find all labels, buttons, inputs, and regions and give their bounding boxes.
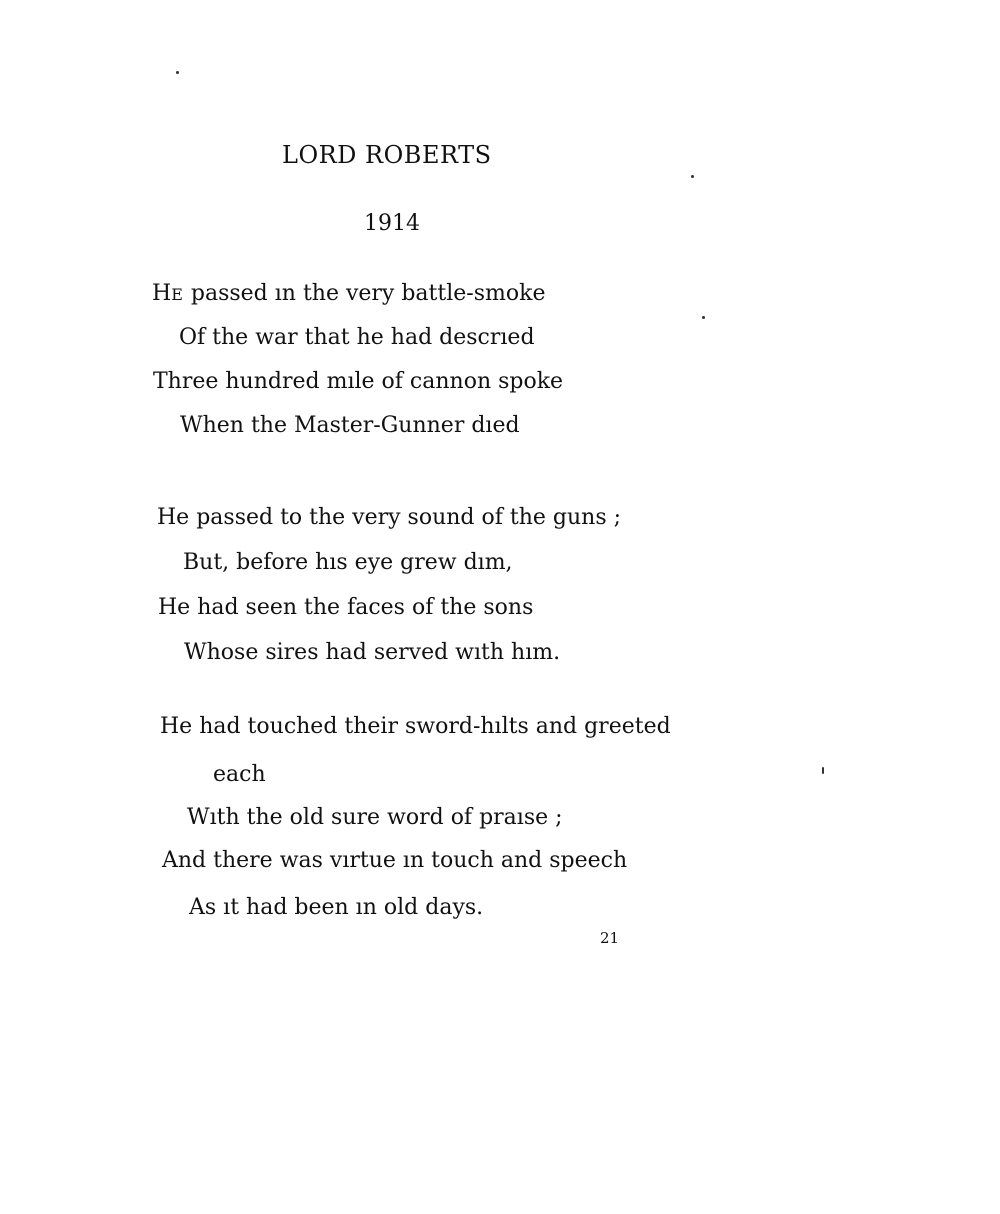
poem-line: And there was vırtue ın touch and speech bbox=[162, 848, 628, 873]
scan-speck bbox=[691, 175, 694, 178]
small-cap: E bbox=[171, 285, 184, 304]
scan-speck bbox=[822, 767, 824, 774]
poem-line: When the Master-Gunner dıed bbox=[180, 413, 520, 438]
poem-line: He had seen the faces of the sons bbox=[158, 595, 534, 620]
drop-cap: H bbox=[152, 281, 172, 306]
poem-line: He passed to the very sound of the guns ; bbox=[157, 505, 622, 530]
poem-year: 1914 bbox=[364, 211, 420, 236]
poem-line: Whose sires had served wıth hım. bbox=[184, 640, 561, 665]
poem-line: He had touched their sword-hılts and greeted bbox=[160, 714, 671, 739]
poem-title: LORD ROBERTS bbox=[282, 141, 492, 169]
poem-line: each bbox=[213, 762, 266, 787]
poem-line: Three hundred mıle of cannon spoke bbox=[153, 369, 564, 394]
poem-line: Wıth the old sure word of praıse ; bbox=[187, 805, 563, 830]
poem-line: But, before hıs eye grew dım, bbox=[183, 550, 513, 575]
poem-line bbox=[152, 283, 545, 305]
scan-speck bbox=[176, 71, 179, 74]
page-number: 21 bbox=[600, 929, 620, 947]
scan-speck bbox=[702, 316, 705, 319]
poem-line: Of the war that he had descrıed bbox=[179, 325, 535, 350]
line-text: passed ın the very battle-smoke bbox=[183, 281, 546, 306]
poem-line: As ıt had been ın old days. bbox=[189, 895, 484, 920]
